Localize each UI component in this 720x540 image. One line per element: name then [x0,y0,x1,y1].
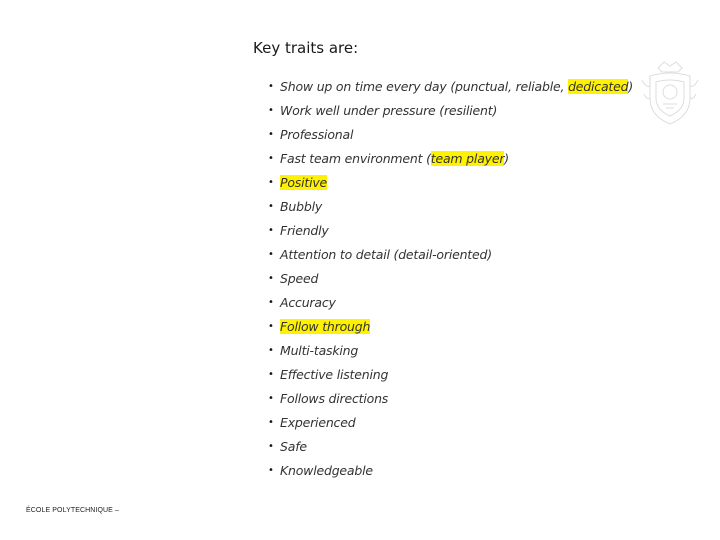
trait-text-after: ) [628,79,634,94]
list-item [268,411,613,435]
trait-text: Fast team environment ( [280,151,431,166]
traits-list [253,75,634,483]
slide-heading: Key traits are: [253,39,359,57]
bullet-icon: • [268,321,274,332]
trait-text: Accuracy [280,295,336,310]
list-item [268,435,613,459]
trait-text: Experienced [280,415,356,430]
bullet-icon: • [268,105,274,116]
list-item [268,315,613,339]
list-item [268,291,613,315]
trait-text: Safe [280,439,307,454]
list-item [268,99,613,123]
trait-highlight: Positive [280,175,328,190]
list-item [268,75,634,99]
bullet-icon: • [268,81,274,92]
list-item [268,267,613,291]
bullet-icon: • [268,201,274,212]
bullet-icon: • [268,225,274,236]
bullet-icon: • [268,369,274,380]
trait-text: Work well under pressure (resilient) [280,103,498,118]
footer-text: ÉCOLE POLYTECHNIQUE – [26,507,119,514]
trait-text: Follows directions [280,391,389,406]
bullet-icon: • [268,345,274,356]
trait-highlight: dedicated [568,79,629,94]
bullet-icon: • [268,153,274,164]
list-item [268,219,613,243]
list-item [268,171,613,195]
bullet-icon: • [268,465,274,476]
trait-text: Attention to detail (detail-oriented) [280,247,492,262]
list-item [268,123,613,147]
trait-text: Bubbly [280,199,323,214]
trait-text: Knowledgeable [280,463,373,478]
bullet-icon: • [268,249,274,260]
trait-highlight: team player [430,151,505,166]
slide-content [253,38,634,483]
list-item [268,459,613,483]
list-item [268,339,613,363]
list-item [268,243,613,267]
trait-text: Speed [280,271,319,286]
bullet-icon: • [268,129,274,140]
bullet-icon: • [268,393,274,404]
list-item [268,195,613,219]
trait-text-after: ) [504,151,509,166]
bullet-icon: • [268,441,274,452]
list-item [268,363,613,387]
bullet-icon: • [268,177,274,188]
trait-text: Multi-tasking [280,343,359,358]
bullet-icon: • [268,297,274,308]
list-item [268,147,613,171]
trait-text: Show up on time every day (punctual, reliable, [280,79,569,94]
bullet-icon: • [268,417,274,428]
trait-text: Effective listening [280,367,389,382]
trait-text: Professional [280,127,354,142]
trait-highlight: Follow through [280,319,371,334]
list-item [268,387,613,411]
bullet-icon: • [268,273,274,284]
crest-icon [638,58,702,130]
trait-text: Friendly [280,223,329,238]
